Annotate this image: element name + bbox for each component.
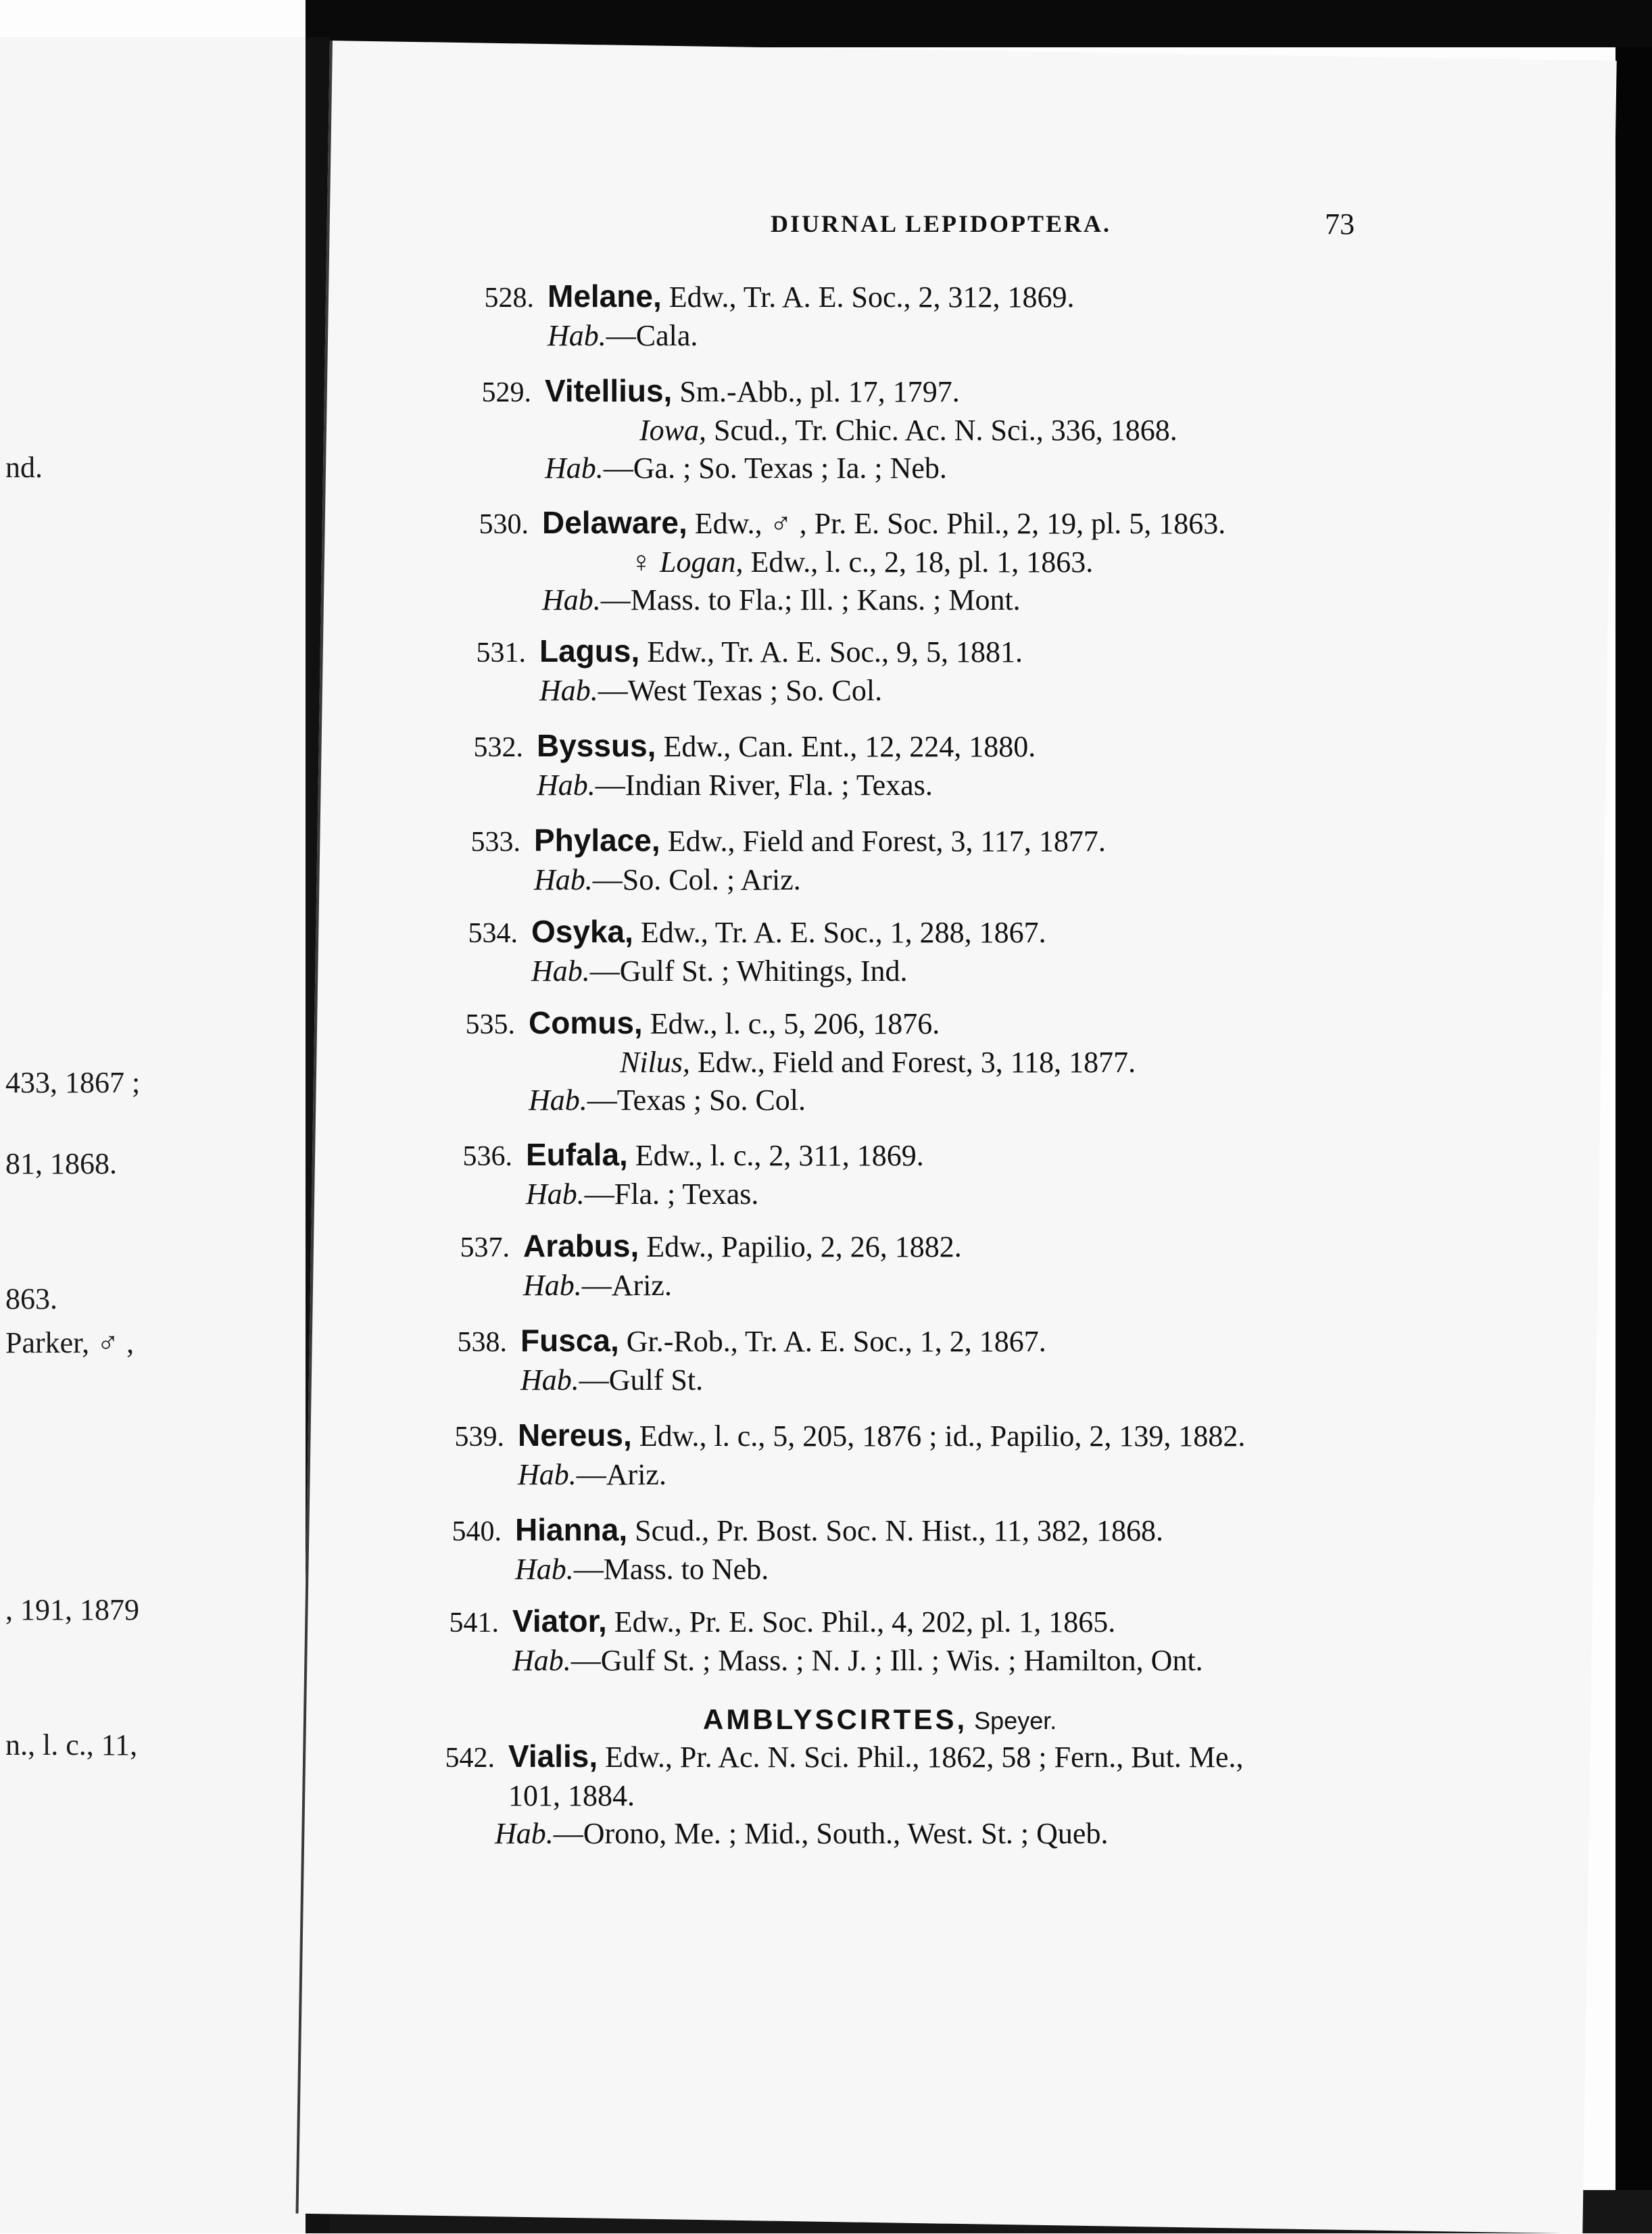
habitat: —So. Col. ; Ariz.: [592, 863, 801, 896]
species-name: Comus,: [529, 1005, 643, 1040]
entry-number: 530.: [479, 509, 529, 540]
species-entry: [458, 632, 1023, 710]
habitat: —Indian River, Fla. ; Texas.: [595, 769, 933, 802]
hab-label: Hab.: [518, 1458, 577, 1491]
habitat: —Gulf St. ; Whitings, Ind.: [589, 954, 908, 988]
synonym-name: Nilus,: [620, 1046, 690, 1079]
genus-author: Speyer.: [967, 1707, 1057, 1734]
left-fragment: 863.: [5, 1282, 57, 1315]
species-entry: [456, 727, 1036, 804]
habitat: —Ariz.: [581, 1269, 672, 1302]
citation: Edw., Pr. E. Soc. Phil., 4, 202, pl. 1, 1865.: [606, 1605, 1116, 1638]
entry-number: 533.: [470, 827, 520, 858]
entry-number: 540.: [452, 1516, 502, 1547]
habitat: —Ariz.: [576, 1458, 666, 1491]
species-name: Nereus,: [518, 1417, 632, 1453]
left-fragment: , 191, 1879: [5, 1593, 139, 1626]
habitat: —Texas ; So. Col.: [587, 1084, 806, 1117]
synonym-name: ♀ Logan,: [630, 545, 744, 579]
hab-label: Hab.: [520, 1363, 579, 1397]
habitat: —Fla. ; Texas.: [584, 1177, 759, 1211]
entry-number: 538.: [457, 1327, 507, 1358]
entry-number: 535.: [465, 1009, 515, 1040]
species-entry: [453, 821, 1106, 899]
citation-continued: 101, 1884.: [508, 1779, 635, 1812]
species-name: Osyka,: [531, 914, 633, 949]
genus-name: AMBLYSCIRTES,: [703, 1703, 968, 1735]
hab-label: Hab.: [515, 1553, 574, 1586]
species-name: Vialis,: [508, 1739, 598, 1774]
entry-number: 542.: [445, 1743, 495, 1774]
left-fragment: 433, 1867 ;: [5, 1066, 141, 1099]
habitat: —Cala.: [606, 319, 698, 352]
synonym-citation: Edw., l. c., 2, 18, pl. 1, 1863.: [743, 545, 1094, 579]
hab-label: Hab.: [539, 674, 598, 707]
citation: Edw., Field and Forest, 3, 117, 1877.: [660, 825, 1106, 858]
species-entry: [437, 1416, 1245, 1494]
left-fragment: n., l. c., 11,: [5, 1728, 138, 1762]
hab-label: Hab.: [526, 1177, 585, 1211]
citation: Edw., Papilio, 2, 26, 1882.: [639, 1230, 962, 1263]
left-fragment: Parker, ♂ ,: [5, 1326, 135, 1359]
citation: Edw., Can. Ent., 12, 224, 1880.: [656, 730, 1036, 763]
citation: Edw., l. c., 5, 205, 1876 ; id., Papilio, 2, 139, 1882.: [631, 1419, 1246, 1453]
running-header: [439, 203, 1372, 243]
citation: Edw., l. c., 5, 206, 1876.: [642, 1007, 940, 1040]
species-name: Vitellius,: [545, 373, 673, 408]
top-shadow: [306, 0, 1652, 47]
hab-label: Hab.: [537, 769, 596, 802]
species-name: Hianna,: [515, 1512, 628, 1547]
citation: Sm.-Abb., pl. 17, 1797.: [672, 375, 960, 408]
entry-number: 539.: [454, 1422, 504, 1453]
species-entry: [450, 913, 1046, 990]
hab-label: Hab.: [542, 583, 601, 616]
hab-label: Hab.: [523, 1269, 582, 1302]
species-entry: [431, 1602, 1203, 1680]
hab-label: Hab.: [512, 1644, 571, 1677]
species-name: Eufala,: [526, 1137, 628, 1172]
species-name: Arabus,: [523, 1228, 639, 1263]
citation: Gr.-Rob., Tr. A. E. Soc., 1, 2, 1867.: [618, 1325, 1046, 1358]
habitat: —Ga. ; So. Texas ; Ia. ; Neb.: [603, 452, 947, 485]
species-entry: [427, 1737, 1244, 1853]
left-fragment: nd.: [5, 451, 43, 484]
synonym-citation: Scud., Tr. Chic. Ac. N. Sci., 336, 1868.: [706, 414, 1177, 447]
left-page: [0, 37, 309, 2233]
species-name: Lagus,: [539, 633, 640, 669]
citation: Edw., Pr. Ac. N. Sci. Phil., 1862, 58 ; Fern., But. Me.,: [598, 1741, 1244, 1774]
habitat: —Gulf St.: [579, 1363, 704, 1397]
species-entry: [461, 504, 1225, 619]
entry-number: 541.: [449, 1607, 499, 1638]
synonym-citation: Edw., Field and Forest, 3, 118, 1877.: [689, 1046, 1136, 1079]
entry-number: 534.: [468, 918, 518, 949]
habitat: —Orono, Me. ; Mid., South., West. St. ; Queb.: [553, 1817, 1109, 1850]
running-title: DIURNAL LEPIDOPTERA.: [771, 210, 1112, 237]
hab-label: Hab.: [545, 452, 604, 485]
species-name: Viator,: [512, 1603, 607, 1638]
left-fragment: 81, 1868.: [5, 1147, 117, 1180]
species-entry: [439, 1321, 1046, 1399]
species-entry: [434, 1511, 1163, 1588]
right-edge: [1615, 47, 1652, 2233]
hab-label: Hab.: [531, 954, 590, 988]
genus-heading: [703, 1703, 1056, 1737]
hab-label: Hab.: [548, 319, 606, 352]
entry-number: 528.: [484, 283, 534, 314]
species-name: Phylace,: [534, 823, 660, 858]
entry-number: 536.: [462, 1141, 512, 1172]
page-number: 73: [1325, 208, 1355, 241]
habitat: —Gulf St. ; Mass. ; N. J. ; Ill. ; Wis. ; Hamilton, Ont.: [570, 1644, 1203, 1677]
species-entry: [466, 277, 1075, 355]
citation: Edw., Tr. A. E. Soc., 9, 5, 1881.: [639, 635, 1023, 669]
species-name: Melane,: [548, 278, 662, 314]
citation: Edw., ♂ , Pr. E. Soc. Phil., 2, 19, pl. 5, 1863.: [687, 507, 1226, 540]
citation: Edw., Tr. A. E. Soc., 2, 312, 1869.: [661, 281, 1075, 314]
species-name: Fusca,: [520, 1323, 619, 1358]
species-entry: [442, 1227, 962, 1305]
entry-number: 537.: [460, 1232, 510, 1263]
entry-number: 532.: [473, 732, 523, 763]
species-name: Byssus,: [537, 728, 656, 763]
habitat: —West Texas ; So. Col.: [598, 674, 883, 707]
species-entry: [445, 1136, 924, 1213]
citation: Edw., l. c., 2, 311, 1869.: [627, 1139, 924, 1172]
citation: Edw., Tr. A. E. Soc., 1, 288, 1867.: [633, 916, 1046, 949]
synonym-name: Iowa,: [639, 414, 706, 447]
entry-number: 529.: [481, 377, 531, 408]
species-entry: [447, 1004, 1136, 1119]
hab-label: Hab.: [534, 863, 593, 896]
species-entry: [464, 372, 1177, 487]
habitat: —Mass. to Fla.; Ill. ; Kans. ; Mont.: [600, 583, 1021, 616]
hab-label: Hab.: [495, 1817, 554, 1850]
entry-number: 531.: [476, 637, 526, 669]
hab-label: Hab.: [529, 1084, 587, 1117]
habitat: —Mass. to Neb.: [573, 1553, 769, 1586]
citation: Scud., Pr. Bost. Soc. N. Hist., 11, 382, 1868.: [627, 1514, 1164, 1547]
species-name: Delaware,: [542, 505, 687, 540]
